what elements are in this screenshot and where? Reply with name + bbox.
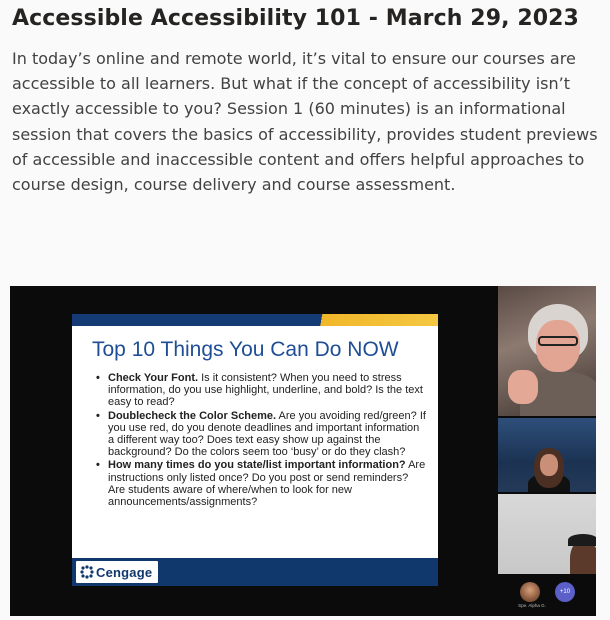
participant-figure <box>568 534 596 546</box>
participant-video-2[interactable] <box>498 418 596 492</box>
slide-bullet-text: Are you avoiding red/green? If you use red, do you denote deadlines and important information a different way too? Does text easy show up against the background? Do the colors seem too ‘busy’ or do they clash? <box>108 409 426 459</box>
slide-bullet-item <box>96 372 426 409</box>
slide-footer-bar <box>72 558 438 586</box>
slide-bullet-bold: Check Your Font. <box>108 372 199 384</box>
participant-figure <box>508 370 538 404</box>
cengage-logo-text: Cengage <box>96 564 153 580</box>
participant-video-1[interactable] <box>498 286 596 416</box>
slide-top-banner <box>72 314 438 326</box>
video-player[interactable] <box>10 286 596 616</box>
cengage-logo <box>76 561 158 583</box>
more-participants-badge[interactable]: +10 <box>555 582 575 602</box>
cengage-logo-icon <box>80 565 94 579</box>
presentation-slide <box>72 314 438 586</box>
slide-bullet-text: Are instructions only listed once? Do you post or send reminders? Are students aware of where/when to look for new announcements/assignments? <box>108 459 426 509</box>
slide-bullet-item <box>96 459 426 508</box>
session-description: In today’s online and remote world, it’s vital to ensure our courses are accessible to all learners. But what if the concept of accessibility isn’t exactly accessible to you? Session 1 (60 minutes) is an informational session that covers the basics of accessibility, provides student previews of accessible and inaccessible content and offers helpful approaches to course design, course delivery and course assessment. <box>12 49 598 195</box>
participant-avatar[interactable] <box>520 582 540 602</box>
page-title: Accessible Accessibility 101 - March 29, 2023 <box>12 6 579 31</box>
participant-figure <box>540 454 558 476</box>
slide-bullet-list <box>96 372 426 509</box>
participant-avatar-name: Spe. Alpha G. <box>518 603 546 608</box>
participant-video-3[interactable] <box>498 494 596 574</box>
slide-bullet-item <box>96 410 426 459</box>
slide-heading: Top 10 Things You Can Do NOW <box>92 338 399 361</box>
slide-bullet-bold: Doublecheck the Color Scheme. <box>108 409 277 422</box>
slide-bullet-text: Is it consistent? When you need to stress information, do you use highlight, underline, and bold? Is the text easy to read? <box>108 372 423 409</box>
participant-figure <box>538 336 578 346</box>
participant-figure <box>536 320 580 372</box>
slide-bullet-bold: How many times do you state/list important information? <box>108 459 406 472</box>
